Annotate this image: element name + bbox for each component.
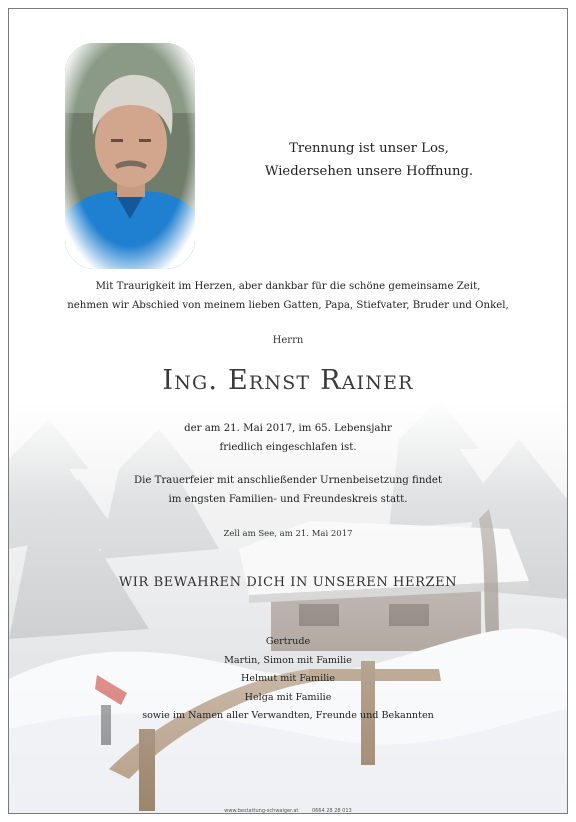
mourners-list: [9, 633, 567, 726]
quote-line-1: Trennung ist unser Los,: [289, 141, 449, 156]
intro-text: [9, 277, 567, 315]
salutation: Herrn: [272, 335, 304, 346]
motto: WIR BEWAHREN DICH IN UNSEREN HERZEN: [118, 575, 458, 590]
quote-line-2: Wiedersehen unsere Hoffnung.: [264, 164, 474, 179]
place-date: Zell am See, am 21. Mai 2017: [223, 529, 353, 539]
mourner-item: Gertrude: [265, 636, 311, 647]
mourner-item: Helmut mit Familie: [240, 673, 336, 684]
intro-line-1: Mit Traurigkeit im Herzen, aber dankbar für die schöne gemeinsame Zeit,: [95, 281, 481, 292]
obituary-card: [8, 8, 568, 814]
mourner-item: Helga mit Familie: [244, 691, 332, 703]
footer-website: www.bestattung-schwaiger.at: [224, 808, 299, 814]
memorial-quote: [209, 137, 529, 183]
deceased-name: Ing. Ernst Rainer: [162, 365, 414, 396]
portrait-photo: [65, 43, 195, 269]
mourner-item: sowie im Namen aller Verwandten, Freunde und Bekannten: [142, 710, 434, 721]
ceremony-notice: [9, 471, 567, 509]
death-notice: [9, 419, 567, 457]
ceremony-line-2: im engsten Familien- und Freundeskreis statt.: [168, 494, 408, 505]
winter-scene-background: [9, 399, 567, 813]
death-line-1: der am 21. Mai 2017, im 65. Lebensjahr: [184, 423, 392, 434]
ceremony-line-1: Die Trauerfeier mit anschließender Urnenbeisetzung findet: [133, 475, 443, 486]
footer-phone: 0664 28 28 013: [311, 808, 352, 814]
death-line-2: friedlich eingeschlafen ist.: [219, 442, 357, 453]
footer: [0, 808, 576, 814]
intro-line-2: nehmen wir Abschied von meinem lieben Gatten, Papa, Stiefvater, Bruder und Onkel,: [67, 300, 509, 311]
mourner-item: Martin, Simon mit Familie: [224, 654, 352, 666]
